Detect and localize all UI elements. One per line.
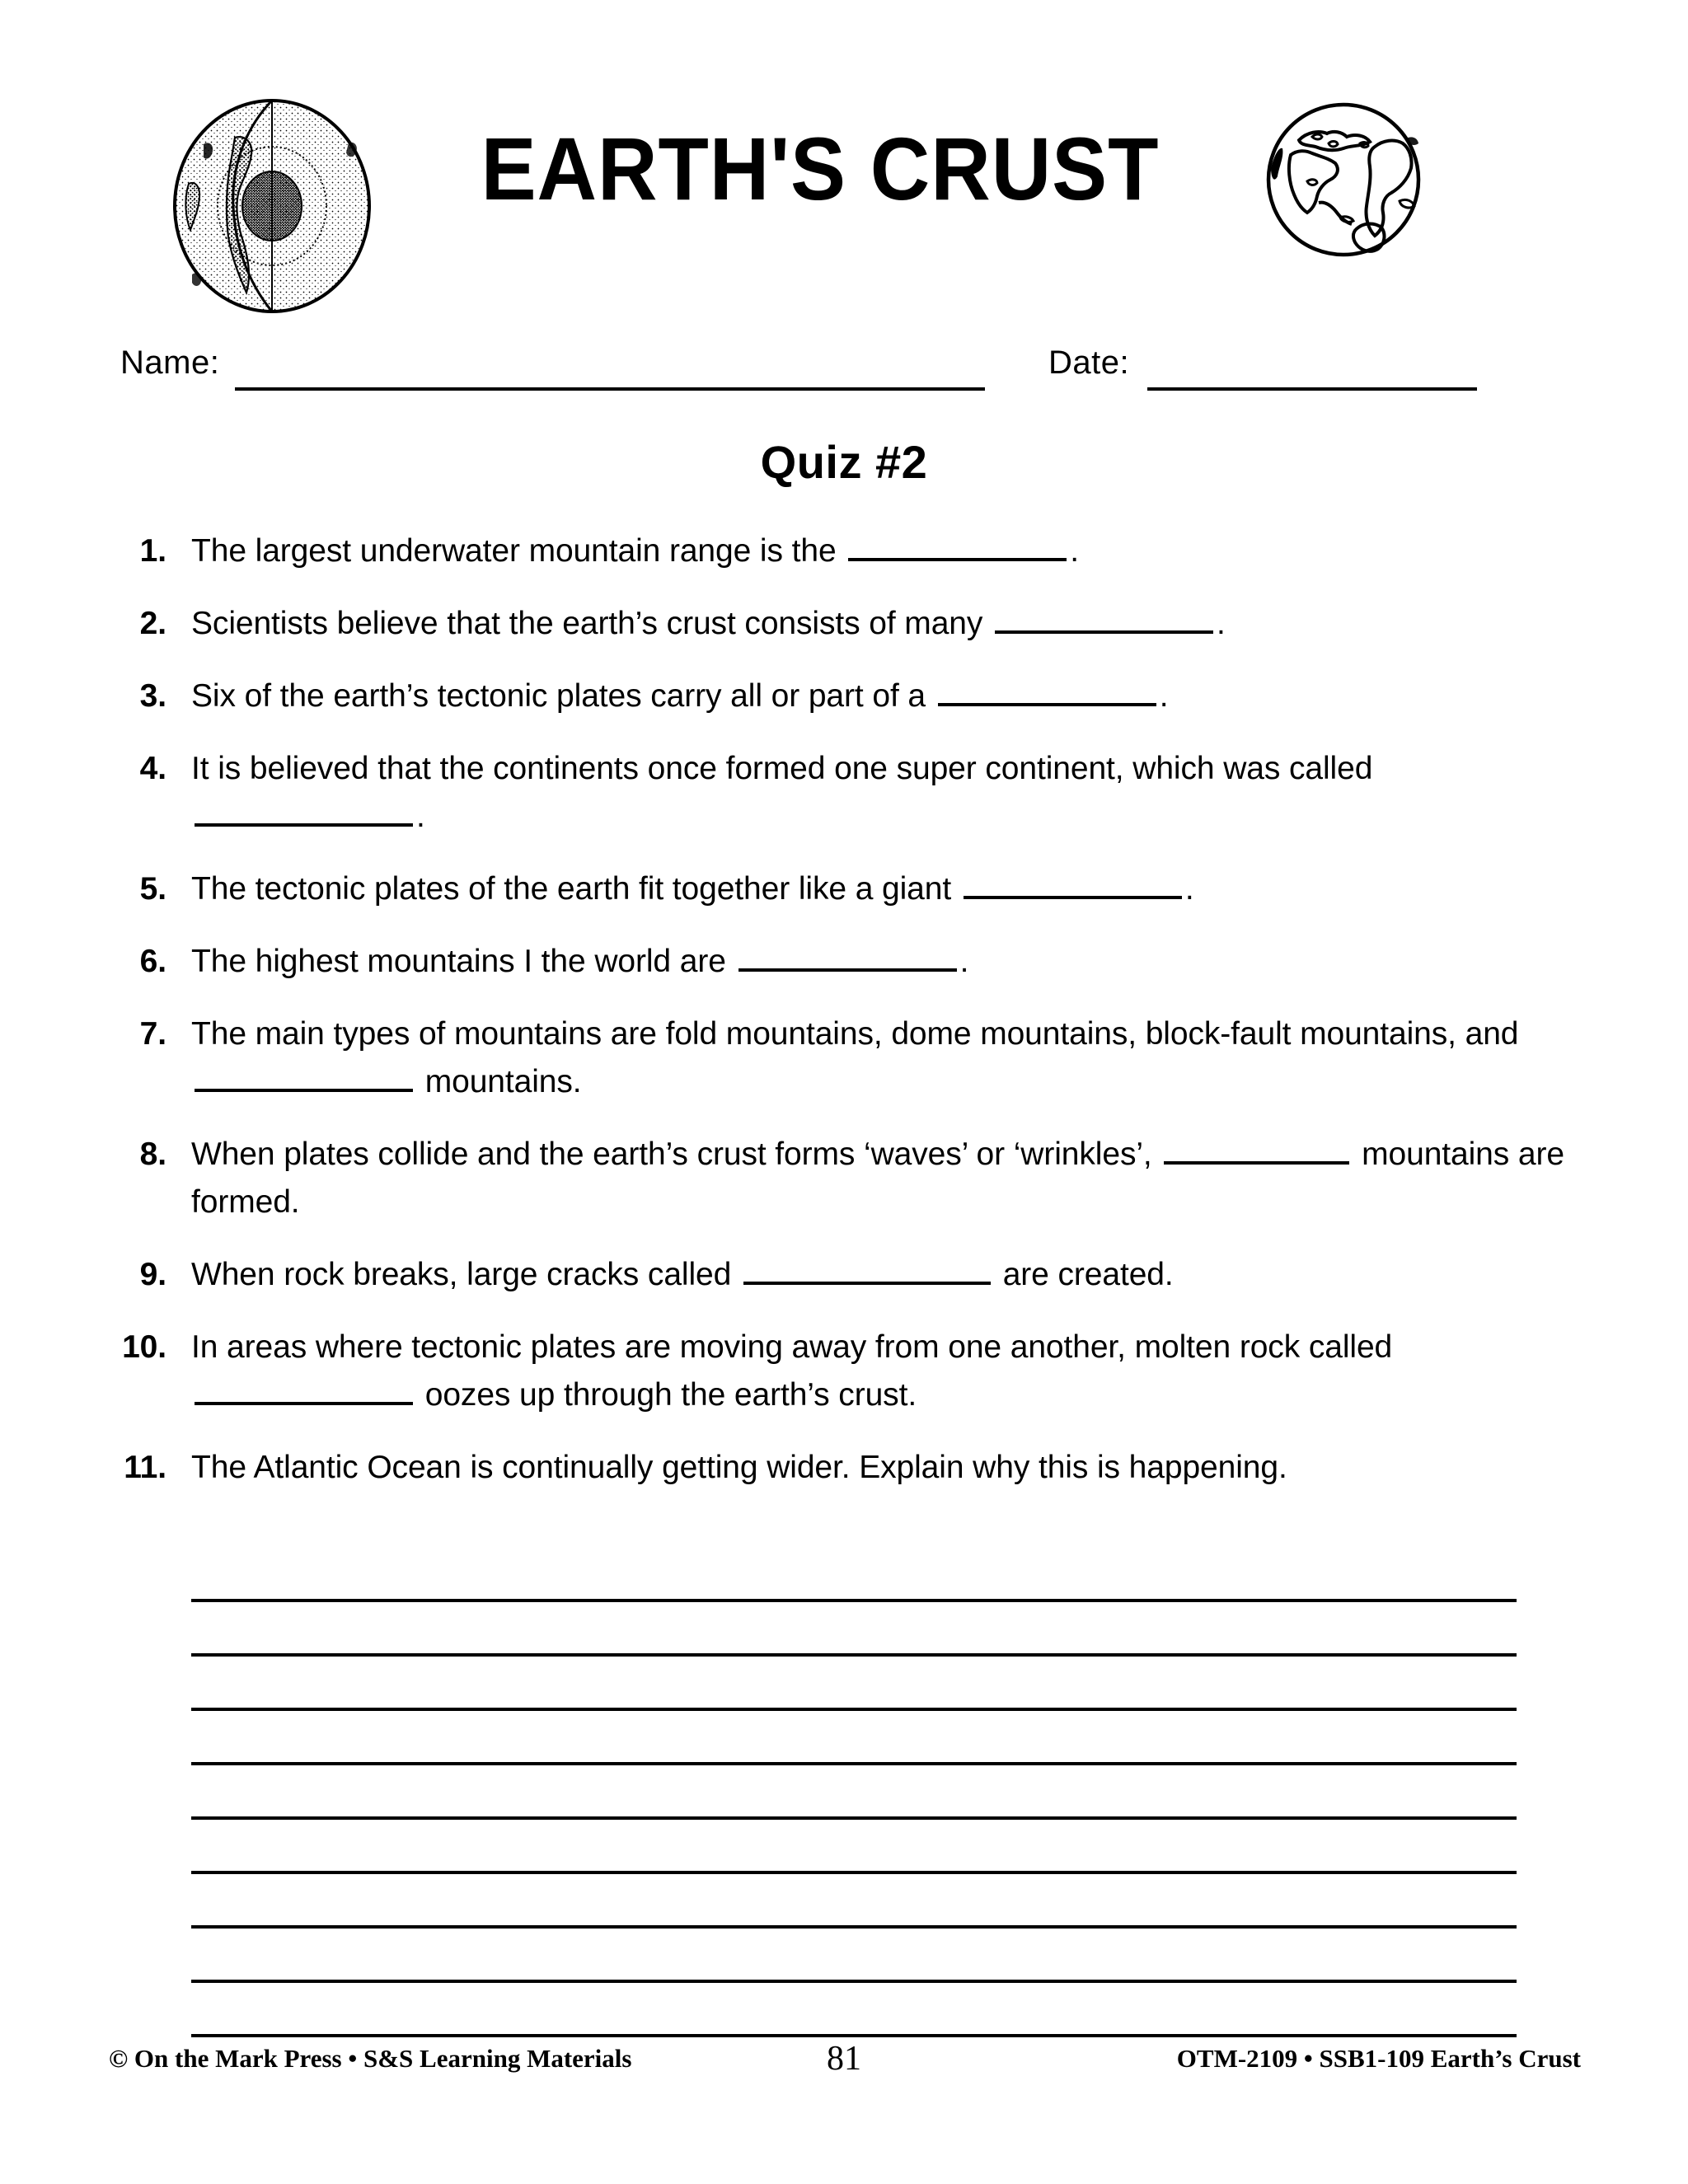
- name-label: Name:: [120, 344, 220, 381]
- question-item: [115, 527, 1599, 575]
- page-title: EARTH'S CRUST: [481, 119, 1160, 218]
- question-text-span: oozes up through the earth’s crust.: [416, 1377, 917, 1413]
- question-number: 11.: [124, 1450, 166, 1485]
- question-text-span: The Atlantic Ocean is continually getting wider. Explain why this is happening.: [191, 1450, 1287, 1485]
- footer-product-code: OTM-2109 • SSB1-109 Earth’s Crust: [1176, 2044, 1581, 2073]
- question-text-span: .: [1070, 533, 1080, 569]
- question-text-span: .: [416, 799, 425, 834]
- question-item: [115, 865, 1599, 913]
- answer-lines-block[interactable]: [191, 1548, 1517, 2037]
- question-text-span: .: [959, 944, 969, 979]
- question-number: 1.: [139, 533, 166, 569]
- question-number: 7.: [139, 1016, 166, 1052]
- date-label: Date:: [1048, 344, 1130, 381]
- date-input-line[interactable]: [1147, 387, 1477, 391]
- page-header: [0, 91, 1688, 288]
- question-text-span: .: [1217, 606, 1226, 641]
- globe-icon: [1261, 97, 1426, 262]
- answer-blank[interactable]: [738, 940, 957, 972]
- question-text-span: When rock breaks, large cracks called: [191, 1257, 740, 1292]
- name-date-row: [0, 344, 1688, 402]
- question-text-span: The largest underwater mountain range is the: [191, 533, 846, 569]
- name-input-line[interactable]: [235, 387, 985, 391]
- question-item: [115, 600, 1599, 648]
- question-text-span: Scientists believe that the earth’s crust consists of many: [191, 606, 992, 641]
- answer-blank[interactable]: [195, 1374, 413, 1405]
- question-text: [191, 745, 1599, 841]
- question-text-span: mountains.: [416, 1064, 582, 1099]
- question-number: 6.: [139, 944, 166, 979]
- questions-list: [115, 527, 1599, 1516]
- question-item: [115, 673, 1599, 720]
- answer-blank[interactable]: [195, 795, 413, 827]
- question-item: [115, 1131, 1599, 1226]
- answer-line[interactable]: [191, 1657, 1517, 1711]
- question-text: [191, 600, 1599, 648]
- footer-copyright: © On the Mark Press • S&S Learning Materials: [109, 2044, 632, 2073]
- answer-blank[interactable]: [938, 675, 1156, 706]
- question-text-span: It is believed that the continents once formed one super continent, which was called: [191, 751, 1373, 786]
- answer-blank[interactable]: [848, 530, 1067, 561]
- question-text: [191, 1131, 1599, 1226]
- answer-line[interactable]: [191, 1820, 1517, 1874]
- answer-blank[interactable]: [743, 1254, 991, 1285]
- question-text-span: The highest mountains I the world are: [191, 944, 735, 979]
- question-text-span: mountains are formed.: [191, 1137, 1564, 1220]
- answer-blank[interactable]: [195, 1061, 413, 1092]
- question-number: 8.: [139, 1137, 166, 1172]
- page-number: 81: [827, 2040, 861, 2078]
- question-text-span: are created.: [993, 1257, 1174, 1292]
- question-text: [191, 1010, 1599, 1106]
- answer-line[interactable]: [191, 1711, 1517, 1765]
- question-number: 10.: [122, 1329, 166, 1365]
- question-text: [191, 938, 1599, 986]
- question-item: [115, 938, 1599, 986]
- answer-line[interactable]: [191, 1602, 1517, 1657]
- answer-blank[interactable]: [964, 868, 1182, 899]
- question-item: [115, 1324, 1599, 1419]
- answer-line[interactable]: [191, 1765, 1517, 1820]
- question-number: 3.: [139, 678, 166, 714]
- answer-blank[interactable]: [1164, 1133, 1349, 1165]
- answer-line[interactable]: [191, 1929, 1517, 1983]
- answer-line[interactable]: [191, 1983, 1517, 2037]
- question-item: [115, 1010, 1599, 1106]
- earth-cutaway-icon: [152, 95, 392, 317]
- question-item: [115, 1251, 1599, 1299]
- question-text: [191, 865, 1599, 913]
- question-text-span: .: [1184, 871, 1194, 907]
- answer-line[interactable]: [191, 1874, 1517, 1929]
- question-number: 2.: [139, 606, 166, 641]
- answer-line[interactable]: [191, 1548, 1517, 1602]
- question-text: [191, 1251, 1599, 1299]
- title-block: [429, 119, 1212, 218]
- question-text: [191, 673, 1599, 720]
- quiz-heading: Quiz #2: [760, 436, 928, 488]
- question-text-span: When plates collide and the earth’s crust forms ‘waves’ or ‘wrinkles’,: [191, 1137, 1161, 1172]
- question-text-span: Six of the earth’s tectonic plates carry all or part of a: [191, 678, 935, 714]
- question-text-span: The tectonic plates of the earth fit together like a giant: [191, 871, 960, 907]
- question-text-span: In areas where tectonic plates are moving away from one another, molten rock called: [191, 1329, 1393, 1365]
- question-item: [115, 745, 1599, 841]
- question-text: [191, 1324, 1599, 1419]
- question-number: 9.: [139, 1257, 166, 1292]
- question-text-span: The main types of mountains are fold mountains, dome mountains, block-fault mountains, and: [191, 1016, 1519, 1052]
- question-number: 5.: [139, 871, 166, 907]
- question-number: 4.: [139, 751, 166, 786]
- question-text: [191, 527, 1599, 575]
- question-item: [115, 1444, 1599, 1492]
- question-text-span: .: [1159, 678, 1169, 714]
- answer-blank[interactable]: [995, 602, 1213, 634]
- page-footer: [0, 2040, 1688, 2093]
- question-text: [191, 1444, 1599, 1492]
